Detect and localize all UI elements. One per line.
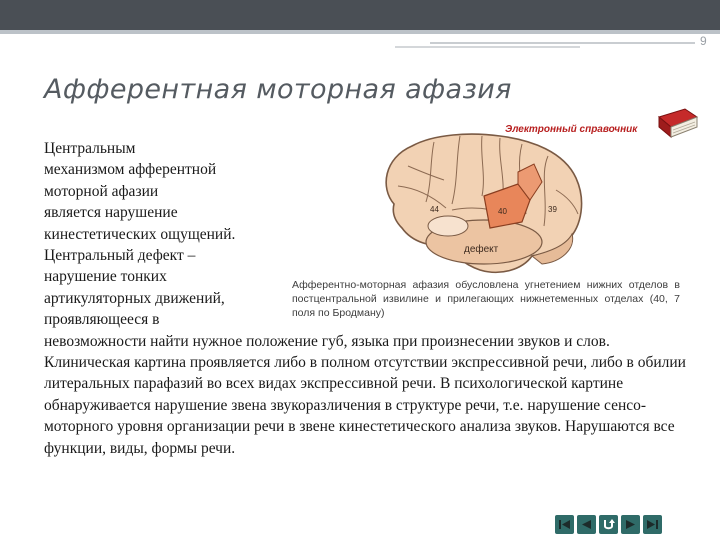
brain-label-40: 40 [498, 207, 507, 216]
first-slide-button[interactable] [555, 515, 574, 534]
body-paragraph [44, 138, 694, 459]
brain-label-39: 39 [548, 205, 557, 214]
last-slide-button[interactable] [643, 515, 662, 534]
body-line: является нарушение [44, 204, 178, 222]
body-line: механизмом афферентной [44, 161, 217, 179]
body-line: нарушение тонких [44, 268, 167, 286]
return-icon [599, 515, 618, 534]
first-slide-icon [555, 515, 574, 534]
body-line: моторной афазии [44, 182, 159, 200]
top-header-bar [0, 0, 720, 30]
decorative-line-short [395, 46, 580, 48]
slide-navigation [555, 515, 662, 534]
next-slide-icon [621, 515, 640, 534]
previous-slide-button[interactable] [577, 515, 596, 534]
next-slide-button[interactable] [621, 515, 640, 534]
body-line: Центральным [44, 140, 136, 157]
body-line: Центральный дефект – [44, 247, 196, 265]
slide-title: Афферентная моторная афазия [44, 74, 512, 105]
header-accent-stripe [0, 30, 720, 34]
figure-caption: Афферентно-моторная афазия обусловлена угнетением нижних отделов в постцентральной извилине и прилегающих нижнетеменных отделах (40, 7 поля по Бродману) [292, 279, 680, 319]
book-icon [655, 103, 701, 143]
brain-label-defect: дефект [464, 244, 499, 255]
decorative-line [430, 42, 695, 44]
slide-corner-mark: 9 [700, 34, 707, 48]
previous-slide-icon [577, 515, 596, 534]
body-line: проявляющееся в [44, 311, 160, 329]
reference-label: Электронный справочник [505, 124, 638, 135]
last-slide-icon [643, 515, 662, 534]
body-line: артикуляторных движений, [44, 289, 225, 307]
body-paragraph-rest: невозможности найти нужное положение губ, языка при произнесении звуков и слов. Клиническая картина проявляется либо в полном отсутствии экспрессивной речи, либо в обилии литеральных парафазий во всех видах экспрессивной речи. В психологической картине обнаруживается нарушение звена звукоразличения в структуре речи, т.е. нарушение сенсо-моторного уровня организации речи в звене кинестетического анализа звуков. Нарушаются все функции, виды, формы речи. [44, 332, 686, 457]
brain-label-44: 44 [430, 205, 439, 214]
return-button[interactable] [599, 515, 618, 534]
body-line: кинестетических ощущений. [44, 225, 236, 243]
